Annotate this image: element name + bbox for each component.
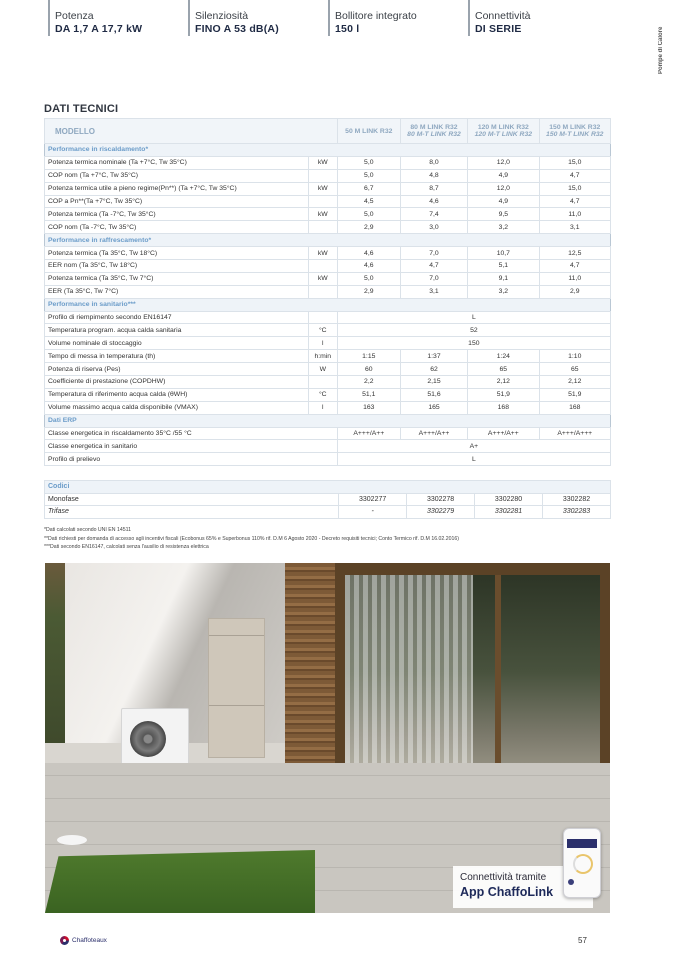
row-value: 2,12 xyxy=(468,376,539,389)
model-name: 150 M LINK R32 xyxy=(549,124,601,131)
row-value: 4,8 xyxy=(400,169,467,182)
feature-value: DI SERIE xyxy=(475,23,522,35)
row-label: Classe energetica in sanitario xyxy=(45,440,338,453)
row-label: Volume massimo acqua calda disponibile (VMAX) xyxy=(45,401,309,414)
row-value: 2,12 xyxy=(539,376,610,389)
row-value: 62 xyxy=(400,363,467,376)
row-value: 1:37 xyxy=(400,350,467,363)
row-unit: W xyxy=(308,363,337,376)
table-row xyxy=(45,350,611,363)
table-row xyxy=(45,195,611,208)
row-value: 4,6 xyxy=(337,260,400,273)
temperature-gauge-icon xyxy=(573,854,593,874)
row-unit: kW xyxy=(308,247,337,260)
row-value: 6,7 xyxy=(337,182,400,195)
product-code: 3302279 xyxy=(407,506,475,519)
row-value: 3,1 xyxy=(400,285,467,298)
section-title: DATI TECNICI xyxy=(44,103,119,115)
row-value: 52 xyxy=(337,324,610,337)
row-value: 51,9 xyxy=(539,388,610,401)
row-label: Potenza termica (Ta -7°C, Tw 35°C) xyxy=(45,208,309,221)
table-row xyxy=(45,427,611,440)
table-row xyxy=(45,272,611,285)
row-unit: °C xyxy=(308,388,337,401)
smartphone-icon xyxy=(563,828,601,898)
table-row xyxy=(45,169,611,182)
model-subname: 120 M-T LINK R32 xyxy=(474,131,533,138)
row-value: 3,2 xyxy=(468,221,539,234)
row-value: 9,5 xyxy=(468,208,539,221)
row-value: 15,0 xyxy=(539,156,610,169)
section-header-row xyxy=(45,414,611,427)
row-value: 4,6 xyxy=(337,247,400,260)
product-code: - xyxy=(339,506,407,519)
row-value: 7,0 xyxy=(400,247,467,260)
lawn xyxy=(45,850,315,913)
row-value: A+ xyxy=(337,440,610,453)
row-value: 4,6 xyxy=(400,195,467,208)
feature-noise xyxy=(188,0,328,40)
row-unit: h:min xyxy=(308,350,337,363)
row-value: L xyxy=(337,453,610,466)
app-promo-line2: App ChaffoLink xyxy=(460,885,554,899)
row-label: COP a Pn**(Ta +7°C, Tw 35°C) xyxy=(45,195,309,208)
row-value: 3,2 xyxy=(468,285,539,298)
product-code: 3302280 xyxy=(475,493,543,506)
row-value: 1:24 xyxy=(468,350,539,363)
side-section-label: Pompe di Calore xyxy=(658,26,664,74)
table-row xyxy=(45,388,611,401)
row-value: 4,7 xyxy=(400,260,467,273)
indoor-unit-cabinet xyxy=(208,618,265,758)
row-label: Monofase xyxy=(45,493,339,506)
chaffoteaux-logo-icon xyxy=(60,936,69,945)
table-row xyxy=(45,156,611,169)
row-value: 51,1 xyxy=(337,388,400,401)
row-value: 8,7 xyxy=(400,182,467,195)
row-label: Potenza termica (Ta 35°C, Tw 18°C) xyxy=(45,247,309,260)
row-label: Potenza termica (Ta 35°C, Tw 7°C) xyxy=(45,272,309,285)
table-row xyxy=(45,311,611,324)
table-header-row xyxy=(45,119,611,144)
table-row xyxy=(45,221,611,234)
section-header-row xyxy=(45,144,611,157)
product-code: 3302282 xyxy=(543,493,611,506)
row-unit xyxy=(308,311,337,324)
row-value: 4,7 xyxy=(539,195,610,208)
hedge xyxy=(45,563,65,743)
row-value: 11,0 xyxy=(539,272,610,285)
section-title: Performance in raffrescamento* xyxy=(45,234,611,247)
row-value: 51,6 xyxy=(400,388,467,401)
row-label: EER nom (Ta 35°C, Tw 18°C) xyxy=(45,260,309,273)
row-value: 5,1 xyxy=(468,260,539,273)
model-col-header xyxy=(337,119,400,144)
row-unit xyxy=(308,221,337,234)
row-unit xyxy=(308,260,337,273)
row-value: 168 xyxy=(468,401,539,414)
row-unit xyxy=(308,285,337,298)
row-value: 10,7 xyxy=(468,247,539,260)
section-title: Performance in sanitario*** xyxy=(45,298,611,311)
row-value: 60 xyxy=(337,363,400,376)
row-value: 5,0 xyxy=(337,272,400,285)
row-label: Profilo di prelievo xyxy=(45,453,338,466)
row-value: 150 xyxy=(337,337,610,350)
table-row xyxy=(45,376,611,389)
row-value: 5,0 xyxy=(337,156,400,169)
product-code: 3302281 xyxy=(475,506,543,519)
row-label: Trifase xyxy=(45,506,339,519)
row-label: Potenza di riserva (Pes) xyxy=(45,363,309,376)
row-value: A+++/A++ xyxy=(337,427,400,440)
row-unit: kW xyxy=(308,208,337,221)
feature-value: DA 1,7 A 17,7 kW xyxy=(55,23,143,35)
row-label: COP nom (Ta -7°C, Tw 35°C) xyxy=(45,221,309,234)
row-value: 7,0 xyxy=(400,272,467,285)
table-row xyxy=(45,337,611,350)
row-value: 168 xyxy=(539,401,610,414)
app-promo-line1: Connettività tramite xyxy=(460,872,547,883)
row-unit: kW xyxy=(308,156,337,169)
row-unit xyxy=(308,169,337,182)
feature-value: 150 l xyxy=(335,23,360,35)
row-value: 12,5 xyxy=(539,247,610,260)
model-col-header xyxy=(400,119,467,144)
row-value: A+++/A++ xyxy=(400,427,467,440)
table-row xyxy=(45,401,611,414)
table-row xyxy=(45,363,611,376)
feature-label: Potenza xyxy=(55,10,94,22)
table-row xyxy=(45,440,611,453)
product-code: 3302277 xyxy=(339,493,407,506)
garden-table xyxy=(57,835,87,845)
row-value: 5,0 xyxy=(337,208,400,221)
feature-strip xyxy=(48,0,608,40)
table-row xyxy=(45,453,611,466)
row-label: Temperatura di riferimento acqua calda (θWH) xyxy=(45,388,309,401)
table-row xyxy=(45,247,611,260)
product-photo xyxy=(45,563,610,913)
model-name: 50 M LINK R32 xyxy=(345,127,393,135)
model-col-header xyxy=(539,119,610,144)
row-value: 11,0 xyxy=(539,208,610,221)
row-value: 9,1 xyxy=(468,272,539,285)
row-value: 2,2 xyxy=(337,376,400,389)
outdoor-heat-pump-unit xyxy=(121,708,189,766)
row-unit: l xyxy=(308,337,337,350)
feature-connectivity xyxy=(468,0,608,40)
table-row xyxy=(45,182,611,195)
row-label: Classe energetica in riscaldamento 35°C /55 °C xyxy=(45,427,338,440)
row-value: 2,9 xyxy=(337,285,400,298)
row-value: 12,0 xyxy=(468,182,539,195)
footnote: **Dati richiesti per domanda di accesso agli incentivi fiscali (Ecobonus 65% e Superbonus 110% rif. D.M 6 Agosto 2020 - Decreto requisiti tecnici; Conto Termico rif. D.M 16.02.2016) xyxy=(44,535,460,542)
app-button-icon xyxy=(568,879,574,885)
row-unit: l xyxy=(308,401,337,414)
row-label: Potenza termica nominale (Ta +7°C, Tw 35°C) xyxy=(45,156,309,169)
row-value: 4,9 xyxy=(468,169,539,182)
model-subname: 80 M-T LINK R32 xyxy=(407,131,461,138)
section-title: Performance in riscaldamento* xyxy=(45,144,611,157)
row-value: 2,9 xyxy=(539,285,610,298)
codes-table xyxy=(44,480,611,519)
row-value: A+++/A+++ xyxy=(539,427,610,440)
table-row xyxy=(45,208,611,221)
row-label: EER (Ta 35°C, Tw 7°C) xyxy=(45,285,309,298)
model-subname: 150 M-T LINK R32 xyxy=(546,131,604,138)
row-label: Potenza termica utile a pieno regime(Pn**) (Ta +7°C, Tw 35°C) xyxy=(45,182,309,195)
feature-value: FINO A 53 dB(A) xyxy=(195,23,279,35)
section-header-row xyxy=(45,298,611,311)
table-row xyxy=(45,285,611,298)
row-value: 8,0 xyxy=(400,156,467,169)
model-header: MODELLO xyxy=(45,119,338,144)
row-unit: kW xyxy=(308,182,337,195)
row-label: Volume nominale di stoccaggio xyxy=(45,337,309,350)
row-value: 5,0 xyxy=(337,169,400,182)
footnote: *Dati calcolati secondo UNI EN 14511 xyxy=(44,527,131,533)
model-col-header xyxy=(468,119,539,144)
feature-boiler xyxy=(328,0,468,40)
row-value: 2,9 xyxy=(337,221,400,234)
row-value: 2,15 xyxy=(400,376,467,389)
section-title: Codici xyxy=(45,481,611,494)
table-row xyxy=(45,260,611,273)
row-value: A+++/A++ xyxy=(468,427,539,440)
table-row xyxy=(45,324,611,337)
page-number: 57 xyxy=(578,936,587,945)
footnote: ***Dati secondo EN16147, calcolati senza l'ausilio di resistenza elettrica xyxy=(44,544,209,550)
row-value: 4,5 xyxy=(337,195,400,208)
feature-label: Bollitore integrato xyxy=(335,10,417,22)
row-label: Coefficiente di prestazione (COPDHW) xyxy=(45,376,309,389)
row-value: L xyxy=(337,311,610,324)
row-unit: kW xyxy=(308,272,337,285)
row-value: 51,9 xyxy=(468,388,539,401)
row-value: 7,4 xyxy=(400,208,467,221)
row-value: 165 xyxy=(400,401,467,414)
section-header-row xyxy=(45,234,611,247)
row-value: 4,7 xyxy=(539,260,610,273)
codes-section-row xyxy=(45,481,611,494)
row-value: 65 xyxy=(468,363,539,376)
row-value: 163 xyxy=(337,401,400,414)
feature-label: Connettività xyxy=(475,10,531,22)
row-label: Tempo di messa in temperatura (th) xyxy=(45,350,309,363)
row-value: 1:10 xyxy=(539,350,610,363)
row-label: Temperatura program. acqua calda sanitaria xyxy=(45,324,309,337)
brand-name: Chaffoteaux xyxy=(72,937,107,944)
row-value: 3,1 xyxy=(539,221,610,234)
curtain xyxy=(345,575,473,790)
brand-logo xyxy=(60,936,107,945)
feature-power xyxy=(48,0,188,40)
feature-label: Silenziosità xyxy=(195,10,249,22)
model-name: 120 M LINK R32 xyxy=(477,124,529,131)
row-value: 3,0 xyxy=(400,221,467,234)
row-value: 12,0 xyxy=(468,156,539,169)
row-value: 1:15 xyxy=(337,350,400,363)
section-title: Dati ERP xyxy=(45,414,611,427)
row-label: COP nom (Ta +7°C, Tw 35°C) xyxy=(45,169,309,182)
footnotes xyxy=(44,526,459,552)
row-value: 15,0 xyxy=(539,182,610,195)
app-header-bar xyxy=(567,839,597,848)
window-mullion xyxy=(495,575,501,790)
model-name: 80 M LINK R32 xyxy=(410,124,458,131)
code-row xyxy=(45,493,611,506)
row-value: 4,7 xyxy=(539,169,610,182)
code-row xyxy=(45,506,611,519)
product-code: 3302278 xyxy=(407,493,475,506)
row-value: 65 xyxy=(539,363,610,376)
fan-icon xyxy=(130,721,166,757)
row-unit xyxy=(308,376,337,389)
product-code: 3302283 xyxy=(543,506,611,519)
row-unit: °C xyxy=(308,324,337,337)
row-value: 4,9 xyxy=(468,195,539,208)
tech-data-table xyxy=(44,118,611,466)
row-label: Profilo di riempimento secondo EN16147 xyxy=(45,311,309,324)
row-unit xyxy=(308,195,337,208)
